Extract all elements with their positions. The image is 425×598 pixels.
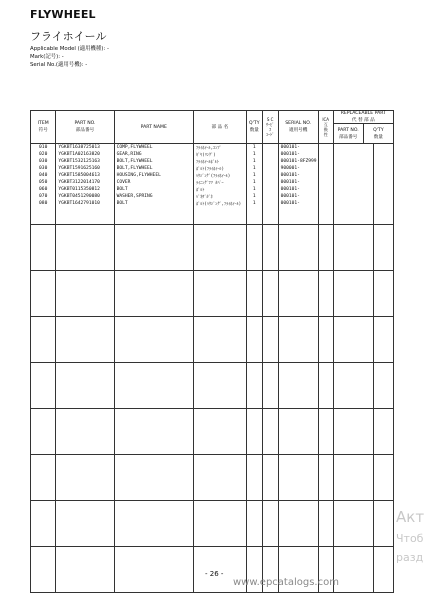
overlay-text-2: Чтоб: [396, 532, 424, 545]
col-serial: SERIAL NO. 適用号機: [278, 111, 318, 144]
page-number: - 26 -: [205, 570, 224, 578]
sc-cell: [262, 144, 278, 225]
qty-cell: 1 1 1 1 1 1 1 1 1: [246, 144, 262, 225]
overlay-text-3: разд: [396, 551, 424, 564]
serial-cell: 000101- 000101- 000101-8FZ999 900001- 000101- 000101- 000101- 000101- 000101-: [278, 144, 318, 225]
item-cell: 010 020 030 030 040 050 060 070 080: [31, 144, 56, 225]
applicable-model: Applicable Model (適用機種): -: [30, 46, 109, 52]
table-row: [31, 317, 394, 363]
col-part-name-jp: 部 品 名: [193, 111, 246, 144]
col-item: ITEM 符号: [31, 111, 56, 144]
col-ica: ICA 互 換 性: [318, 111, 333, 144]
table-row: [31, 271, 394, 317]
table-row: [31, 409, 394, 455]
col-part-no: PART NO. 部品番号: [56, 111, 114, 144]
serial-no: Serial No.(適用号機): -: [30, 62, 88, 68]
rep-part-no-cell: [333, 144, 373, 225]
page-title: FLYWHEEL: [30, 8, 96, 21]
col-sc: S C ｻｰﾋﾞ ｽ ｺｰﾄﾞ: [262, 111, 278, 144]
col-part-name: PART NAME: [114, 111, 193, 144]
table-row: [31, 225, 394, 271]
col-qty: Q'TY 数量: [246, 111, 262, 144]
col-rep-qty: Q'TY 数量: [373, 127, 384, 140]
table-row: [31, 455, 394, 501]
col-replaceable: REPLACEABLE PART 代 替 部 品 PART NO. 部品番号 Q'TY 数量: [333, 111, 393, 144]
page-title-jp: フライホイール: [30, 30, 107, 43]
col-rep-part-no: PART NO. 部品番号: [334, 124, 364, 143]
table-row: [31, 501, 394, 547]
mark: Mark(記号): -: [30, 54, 64, 60]
overlay-text-1: Акт: [396, 508, 425, 526]
table-row: [31, 144, 394, 225]
table-row: [31, 363, 394, 409]
ica-cell: [318, 144, 333, 225]
watermark-text: www.epcatalogs.com: [233, 577, 339, 588]
part-name-jp-cell: ﾌﾗｲﾎｲｰﾙ,ｺﾝﾌﾟ ｷﾞﾔ(ﾘﾝｸﾞ) ﾌﾗｲﾎｲｰﾙﾎﾞﾙﾄ ﾎﾞﾙﾄ(ﾌﾗｲﾎｲｰﾙ) ﾊｳｼﾞﾝｸﾞ(ﾌﾗｲﾎｲｰﾙ) ﾗｲﾆﾝｸﾞﾏﾂ ｶﾊﾞｰ ﾎﾞﾙﾄ ﾊﾞﾈｻﾞｶﾞﾈ ﾎﾞﾙﾄ(ﾊｳｼﾞﾝｸﾞ,ﾌﾗｲﾎｲｰﾙ): [193, 144, 246, 225]
parts-table: [30, 110, 394, 593]
part-no-cell: YGKBT1638725013 YGKBT1A02163820 YGKBT1532125163 YGKBT1591625160 YGKBT1585004613 YGKBT3122014170 YGKBT0115350812 YGKBT0451290080 YGKBT1642791010: [56, 144, 114, 225]
rep-qty-cell: [373, 144, 393, 225]
part-name-cell: COMP,FLYWHEEL GEAR,RING BOLT,FLYWHEEL BOLT,FLYWHEEL HOUSING,FLYWHEEL COVER BOLT WASHER,SPRING BOLT: [114, 144, 193, 225]
